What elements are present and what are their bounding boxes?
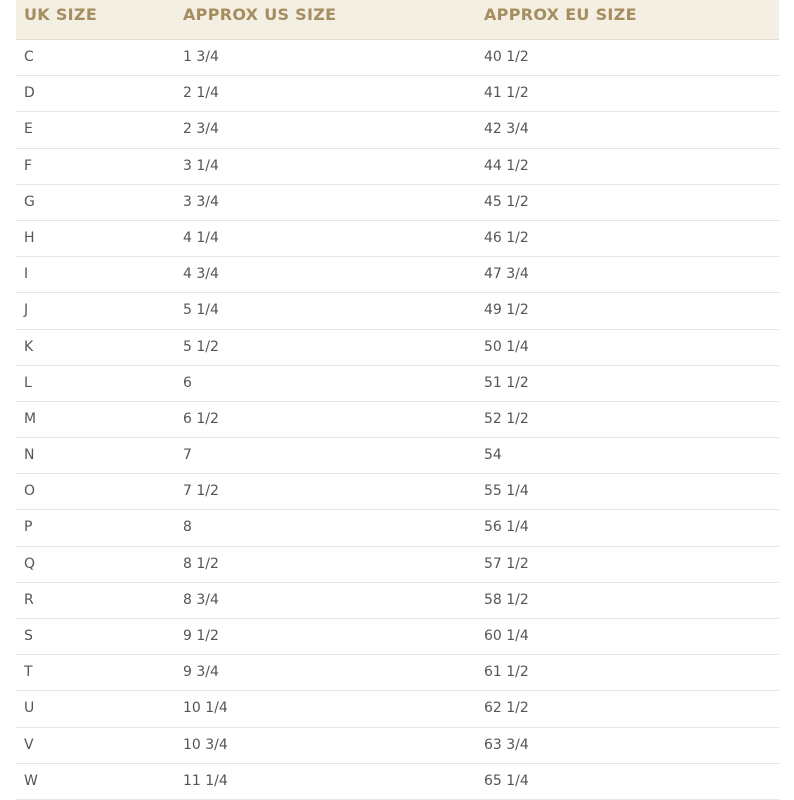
- cell-eu-size: 41 1/2: [484, 85, 529, 102]
- cell-us-size: 6 1/2: [183, 410, 219, 427]
- table-row: [16, 474, 779, 510]
- table-row: [16, 728, 779, 764]
- header-us-size: APPROX US SIZE: [183, 5, 337, 24]
- cell-uk-size: N: [24, 447, 35, 464]
- cell-eu-size: 63 3/4: [484, 736, 529, 753]
- cell-uk-size: H: [24, 229, 35, 246]
- cell-us-size: 8 3/4: [183, 591, 219, 608]
- table-row: [16, 257, 779, 293]
- cell-uk-size: Q: [24, 555, 36, 572]
- cell-us-size: 1 3/4: [183, 49, 219, 65]
- cell-uk-size: C: [24, 49, 34, 65]
- table-header-row: [16, 0, 779, 40]
- table-row: [16, 330, 779, 366]
- table-row: [16, 149, 779, 185]
- table-row: [16, 583, 779, 619]
- table-row: [16, 510, 779, 546]
- cell-us-size: 7: [183, 447, 192, 464]
- cell-us-size: 2 1/4: [183, 85, 219, 102]
- cell-uk-size: W: [24, 772, 38, 789]
- cell-eu-size: 50 1/4: [484, 338, 529, 355]
- cell-eu-size: 44 1/2: [484, 157, 529, 174]
- cell-eu-size: 49 1/2: [484, 302, 529, 319]
- cell-us-size: 8: [183, 519, 192, 536]
- cell-eu-size: 46 1/2: [484, 229, 529, 246]
- cell-eu-size: 56 1/4: [484, 519, 529, 536]
- table-row: [16, 655, 779, 691]
- cell-eu-size: 57 1/2: [484, 555, 529, 572]
- table-row: [16, 40, 779, 76]
- cell-us-size: 8 1/2: [183, 555, 219, 572]
- table-row: [16, 76, 779, 112]
- table-row: [16, 402, 779, 438]
- cell-us-size: 10 1/4: [183, 700, 228, 717]
- cell-eu-size: 61 1/2: [484, 664, 529, 681]
- header-eu-size: APPROX EU SIZE: [484, 5, 637, 24]
- table-row: [16, 185, 779, 221]
- cell-eu-size: 65 1/4: [484, 772, 529, 789]
- cell-us-size: 9 3/4: [183, 664, 219, 681]
- cell-uk-size: T: [24, 664, 33, 681]
- table-row: [16, 438, 779, 474]
- cell-us-size: 5 1/2: [183, 338, 219, 355]
- cell-uk-size: I: [24, 266, 29, 283]
- table-row: [16, 221, 779, 257]
- cell-us-size: 5 1/4: [183, 302, 219, 319]
- cell-eu-size: 54: [484, 447, 502, 464]
- cell-uk-size: R: [24, 591, 34, 608]
- header-uk-size: UK SIZE: [24, 5, 98, 24]
- cell-us-size: 11 1/4: [183, 772, 228, 789]
- cell-uk-size: L: [24, 374, 32, 391]
- cell-us-size: 3 1/4: [183, 157, 219, 174]
- cell-eu-size: 58 1/2: [484, 591, 529, 608]
- size-conversion-table: [16, 0, 779, 800]
- cell-us-size: 2 3/4: [183, 121, 219, 138]
- table-row: [16, 619, 779, 655]
- cell-uk-size: O: [24, 483, 36, 500]
- cell-us-size: 3 3/4: [183, 193, 219, 210]
- table-row: [16, 293, 779, 329]
- cell-eu-size: 47 3/4: [484, 266, 529, 283]
- cell-uk-size: G: [24, 193, 35, 210]
- cell-eu-size: 62 1/2: [484, 700, 529, 717]
- cell-uk-size: U: [24, 700, 35, 717]
- table-body: [16, 40, 779, 800]
- cell-eu-size: 42 3/4: [484, 121, 529, 138]
- cell-us-size: 4 3/4: [183, 266, 219, 283]
- cell-eu-size: 60 1/4: [484, 628, 529, 644]
- cell-us-size: 7 1/2: [183, 483, 219, 500]
- table-row: [16, 112, 779, 148]
- cell-uk-size: J: [24, 302, 29, 319]
- cell-eu-size: 51 1/2: [484, 374, 529, 391]
- cell-us-size: 10 3/4: [183, 736, 228, 753]
- cell-uk-size: P: [24, 519, 33, 536]
- cell-eu-size: 52 1/2: [484, 410, 529, 427]
- table-row: [16, 691, 779, 727]
- table-row: [16, 547, 779, 583]
- cell-uk-size: D: [24, 85, 35, 102]
- table-row: [16, 366, 779, 402]
- cell-uk-size: S: [24, 628, 33, 644]
- cell-us-size: 6: [183, 374, 192, 391]
- cell-uk-size: F: [24, 157, 33, 174]
- cell-uk-size: E: [24, 121, 33, 138]
- cell-uk-size: V: [24, 736, 34, 753]
- cell-eu-size: 55 1/4: [484, 483, 529, 500]
- cell-eu-size: 40 1/2: [484, 49, 529, 65]
- cell-us-size: 4 1/4: [183, 229, 219, 246]
- cell-eu-size: 45 1/2: [484, 193, 529, 210]
- cell-uk-size: M: [24, 410, 37, 427]
- cell-us-size: 9 1/2: [183, 628, 219, 644]
- cell-uk-size: K: [24, 338, 34, 355]
